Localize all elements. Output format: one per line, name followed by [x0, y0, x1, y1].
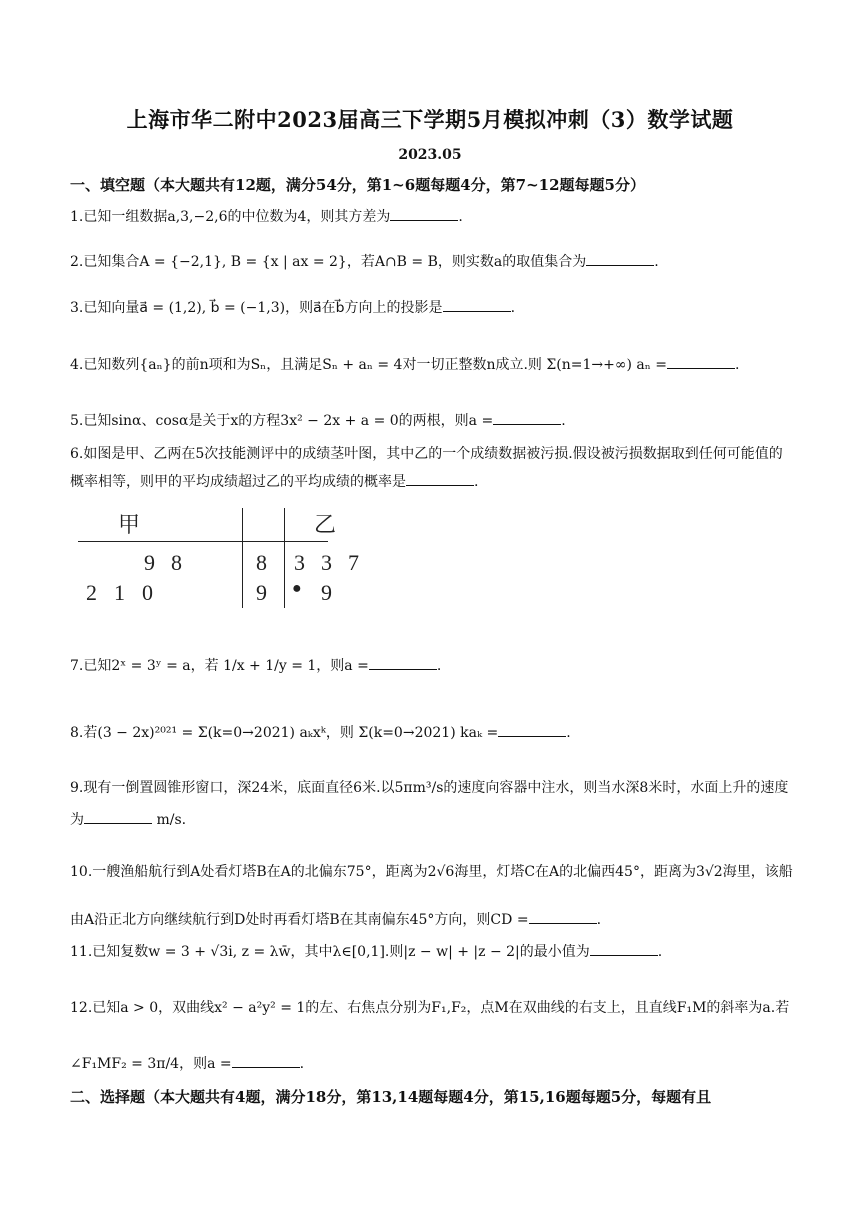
question-1-text: 1.已知一组数据a,3,−2,6的中位数为4，则其方差为 [70, 209, 391, 225]
leaf-right: 3 [321, 550, 332, 575]
answer-blank[interactable] [667, 354, 735, 369]
answer-blank[interactable] [498, 722, 566, 737]
question-6-text: 6.如图是甲、乙两在5次技能测评中的成绩茎叶图，其中乙的一个成绩数据被污损.假设被污损数据取到任何可能值的概率相等，则甲的平均成绩超过乙的平均成绩的概率是 [70, 446, 783, 490]
answer-blank[interactable] [390, 206, 458, 221]
question-1: 1.已知一组数据a,3,−2,6的中位数为4，则其方差为 . [70, 206, 463, 227]
stem-divider-left [242, 508, 243, 608]
answer-blank[interactable] [84, 809, 152, 824]
answer-blank[interactable] [529, 909, 597, 924]
question-3: 3.已知向量a⃗ = (1,2), b⃗ = (−1,3)，则a⃗在b⃗方向上的投影是 . [70, 297, 515, 318]
leaf-left: 0 [142, 580, 153, 605]
stem-header-right: 乙 [314, 512, 337, 537]
question-8-text: 8.若(3 − 2x)²⁰²¹ = Σ(k=0→2021) aₖxᵏ，则 Σ(k=0→2021) kaₖ = [70, 725, 499, 741]
question-6: 6.如图是甲、乙两在5次技能测评中的成绩茎叶图，其中乙的一个成绩数据被污损.假设被污损数据取到任何可能值的概率相等，则甲的平均成绩超过乙的平均成绩的概率是 . [70, 446, 783, 490]
leaf-right: 7 [348, 550, 359, 575]
page-title: 上海市华二附中2023届高三下学期5月模拟冲刺（3）数学试题 [126, 107, 734, 132]
question-2-text: 2.已知集合A = {−2,1}, B = {x | ax = 2}，若A∩B = B，则实数a的取值集合为 [70, 254, 587, 270]
answer-blank[interactable] [443, 297, 511, 312]
question-4: 4.已知数列{aₙ}的前n项和为Sₙ，且满足Sₙ + aₙ = 4对一切正整数n成立.则 Σ(n=1→+∞) aₙ = . [70, 354, 739, 375]
section-heading-fill-in: 一、填空题（本大题共有12题，满分54分，第1~6题每题4分，第7~12题每题5分） [70, 176, 645, 194]
question-10-text: 10.一艘渔船航行到A处看灯塔B在A的北偏东75°，距离为2√6海里，灯塔C在A的北偏西45°，距离为3√2海里，该船由A沿正北方向继续航行到D处时再看灯塔B在其南偏东45°方向，则CD = [70, 864, 793, 928]
answer-blank[interactable] [406, 471, 474, 486]
answer-blank[interactable] [493, 410, 561, 425]
question-2: 2.已知集合A = {−2,1}, B = {x | ax = 2}，若A∩B = B，则实数a的取值集合为 . [70, 251, 659, 272]
leaf-left: 9 [144, 550, 155, 575]
question-5-text: 5.已知sinα、cosα是关于x的方程3x² − 2x + a = 0的两根，则a = [70, 413, 494, 429]
leaf-right: 9 [321, 580, 332, 605]
answer-blank[interactable] [590, 941, 658, 956]
leaf-left: 8 [171, 550, 182, 575]
question-5: 5.已知sinα、cosα是关于x的方程3x² − 2x + a = 0的两根，则a = . [70, 410, 566, 431]
question-7: 7.已知2ˣ = 3ʸ = a，若 1/x + 1/y = 1，则a = . [70, 655, 441, 676]
stem-divider-right [284, 508, 285, 608]
question-12-text: 12.已知a > 0，双曲线x² − a²y² = 1的左、右焦点分别为F₁,F₂，点M在双曲线的右支上，且直线F₁M的斜率为a.若∠F₁MF₂ = 3π/4，则a = [70, 1000, 790, 1072]
question-9-text: 9.现有一倒置圆锥形窗口，深24米，底面直径6米.以5πm³/s的速度向容器中注水，则当水深8米时，水面上升的速度为 [70, 780, 789, 828]
stem-leaf-plot [78, 508, 359, 608]
leaf-left: 1 [114, 580, 125, 605]
question-7-text: 7.已知2ˣ = 3ʸ = a，若 1/x + 1/y = 1，则a = [70, 658, 369, 674]
leaf-right: 3 [294, 550, 305, 575]
question-4-text: 4.已知数列{aₙ}的前n项和为Sₙ，且满足Sₙ + aₙ = 4对一切正整数n成立.则 Σ(n=1→+∞) aₙ = [70, 357, 668, 373]
question-11-text: 11.已知复数w = 3 + √3i, z = λw̄，其中λ∈[0,1].则|z − w| + |z − 2|的最小值为 [70, 944, 590, 960]
stem-value: 9 [256, 580, 267, 605]
stem-value: 8 [256, 550, 267, 575]
question-12: 12.已知a > 0，双曲线x² − a²y² = 1的左、右焦点分别为F₁,F₂，点M在双曲线的右支上，且直线F₁M的斜率为a.若∠F₁MF₂ = 3π/4，则a = . [70, 1000, 790, 1072]
section-heading-multiple-choice: 二、选择题（本大题共有4题，满分18分，第13,14题每题4分，第15,16题每题5分，每题有且 [70, 1088, 712, 1106]
stem-header-left: 甲 [118, 512, 141, 537]
question-3-text: 3.已知向量a⃗ = (1,2), b⃗ = (−1,3)，则a⃗在b⃗方向上的投影是 [70, 300, 443, 316]
question-9-unit: m/s. [156, 812, 187, 828]
question-8: 8.若(3 − 2x)²⁰²¹ = Σ(k=0→2021) aₖxᵏ，则 Σ(k=0→2021) kaₖ = . [70, 722, 571, 743]
answer-blank[interactable] [369, 655, 437, 670]
question-11: 11.已知复数w = 3 + √3i, z = λw̄，其中λ∈[0,1].则|z − w| + |z − 2|的最小值为 . [70, 941, 662, 962]
stem-horizontal-line [78, 541, 328, 542]
answer-blank[interactable] [586, 251, 654, 266]
smudged-leaf: ● [292, 580, 302, 597]
leaf-left: 2 [86, 580, 97, 605]
question-9 [70, 772, 795, 836]
question-10: 10.一艘渔船航行到A处看灯塔B在A的北偏东75°，距离为2√6海里，灯塔C在A的北偏西45°，距离为3√2海里，该船由A沿正北方向继续航行到D处时再看灯塔B在其南偏东45°方向，则CD = . [70, 864, 793, 928]
answer-blank[interactable] [232, 1053, 300, 1068]
exam-date: 2023.05 [398, 147, 462, 163]
